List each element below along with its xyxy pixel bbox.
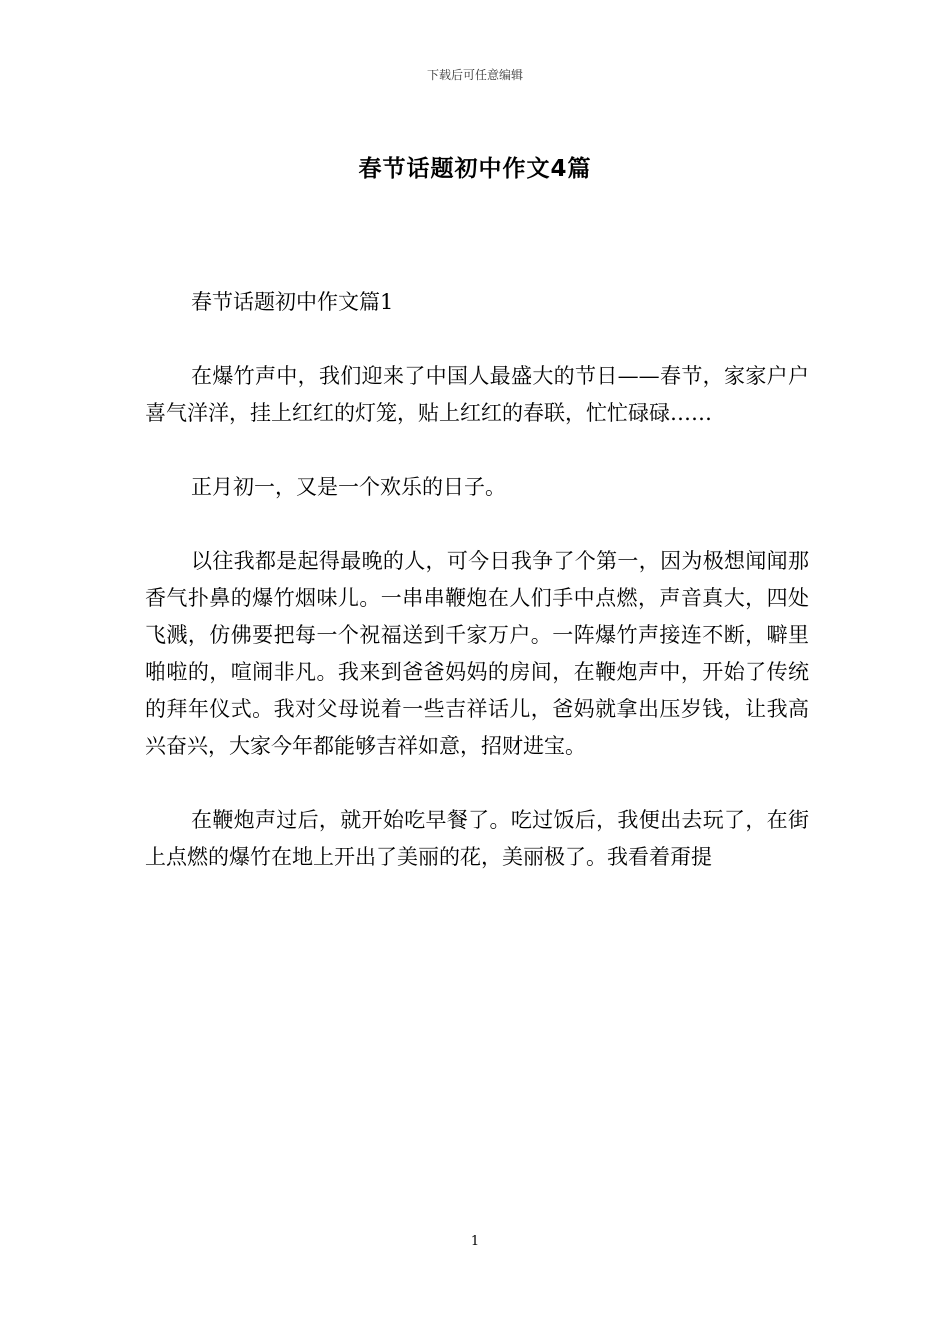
header-note: 下载后可任意编辑 [426,68,523,82]
paragraph: 正月初一，又是一个欢乐的日子。 [191,475,506,499]
paragraph: 在爆竹声中，我们迎来了中国人最盛大的节日——春节，家家户户喜气洋洋，挂上红红的灯笼，贴上红红的春联，忙忙碌碌…… [145,364,809,425]
paragraph: 以往我都是起得最晚的人，可今日我争了个第一，因为极想闻闻那香气扑鼻的爆竹烟味儿。一串串鞭炮在人们手中点燃，声音真大，四处飞溅，仿佛要把每一个祝福送到千家万户。一阵爆竹声接连不断，噼里啪啦的，喧闹非凡。我来到爸爸妈妈的房间，在鞭炮声中，开始了传统的拜年仪式。我对父母说着一些吉祥话儿，爸妈就拿出压岁钱，让我高兴奋兴，大家今年都能够吉祥如意，招财进宝。 [145,549,809,758]
page-number: 1 [470,1234,480,1249]
document-title: 春节话题初中作文4篇 [358,156,592,182]
paragraph: 在鞭炮声过后，就开始吃早餐了。吃过饭后，我便出去玩了，在街上点燃的爆竹在地上开出了美丽的花，美丽极了。我看着甭提 [145,808,809,869]
document-body [145,284,809,913]
section-heading: 春节话题初中作文篇1 [191,290,394,314]
